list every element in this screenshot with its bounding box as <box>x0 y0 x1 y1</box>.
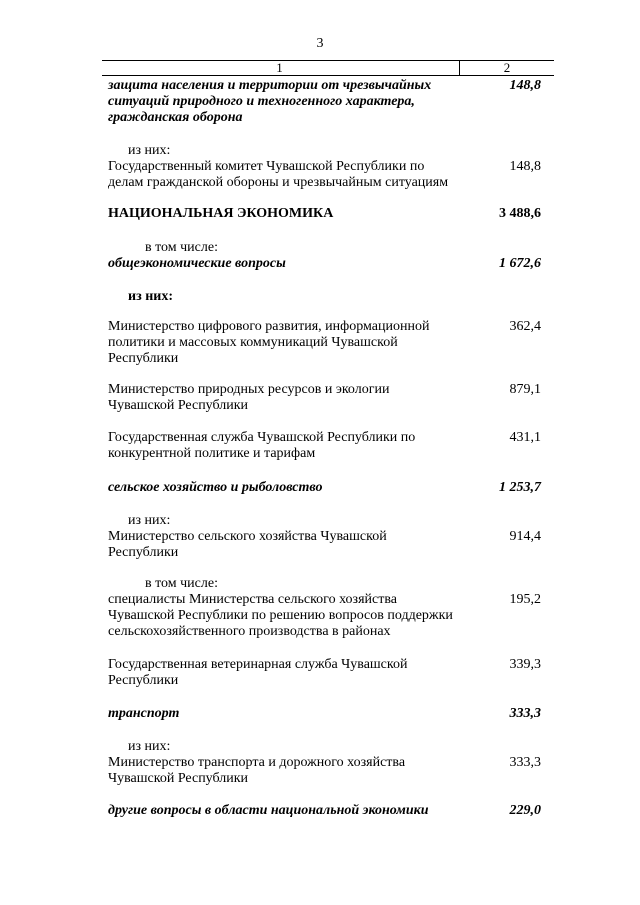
sub-heading: из них: <box>128 739 171 754</box>
row-value: 333,3 <box>509 755 541 770</box>
row-value: 229,0 <box>509 803 541 818</box>
row-value: 148,8 <box>509 159 541 174</box>
row-value: 431,1 <box>509 430 541 445</box>
row-label: защита населения и территории от чрезвычайных ситуаций природного и техногенного характера, гражданская оборона <box>108 78 432 125</box>
row-label: Министерство цифрового развития, информационной политики и массовых коммуникаций Чувашской Республики <box>108 319 430 366</box>
row-label: специалисты Министерства сельского хозяйства Чувашской Республики по решению вопросов поддержки сельскохозяйственного производства в районах <box>108 592 453 639</box>
row-value: 339,3 <box>509 657 541 672</box>
row-label: Министерство природных ресурсов и экологии Чувашской Республики <box>108 382 390 413</box>
row-label: НАЦИОНАЛЬНАЯ ЭКОНОМИКА <box>108 206 334 221</box>
row-value: 148,8 <box>509 78 541 93</box>
row-value: 1 672,6 <box>499 256 541 271</box>
table-header <box>102 60 554 76</box>
row-label: Государственный комитет Чувашской Республики по делам гражданской обороны и чрезвычайным ситуациям <box>108 159 449 190</box>
row-value: 914,4 <box>509 529 541 544</box>
row-value: 362,4 <box>509 319 541 334</box>
header-col-1: 1 <box>276 60 283 75</box>
header-col-2: 2 <box>503 60 511 75</box>
row-value: 195,2 <box>509 592 541 607</box>
row-value: 333,3 <box>509 706 541 721</box>
row-value: 879,1 <box>509 382 541 397</box>
sub-heading: из них: <box>128 143 171 158</box>
row-label: сельское хозяйство и рыболовство <box>108 480 323 495</box>
page-number: 3 <box>316 36 324 51</box>
row-label: транспорт <box>108 706 180 721</box>
row-label: Государственная ветеринарная служба Чувашской Республики <box>108 657 408 688</box>
row-label: Министерство сельского хозяйства Чувашской Республики <box>108 529 387 560</box>
row-value: 1 253,7 <box>499 480 541 495</box>
sub-heading: в том числе: <box>145 576 218 591</box>
sub-heading: из них: <box>128 289 173 304</box>
row-label: Государственная служба Чувашской Республики по конкурентной политике и тарифам <box>108 430 416 461</box>
row-value: 3 488,6 <box>499 206 541 221</box>
sub-heading: в том числе: <box>145 240 218 255</box>
row-label: Министерство транспорта и дорожного хозяйства Чувашской Республики <box>108 755 406 786</box>
sub-heading: из них: <box>128 513 171 528</box>
row-label: другие вопросы в области национальной экономики <box>108 803 429 818</box>
row-label: общеэкономические вопросы <box>108 256 286 271</box>
